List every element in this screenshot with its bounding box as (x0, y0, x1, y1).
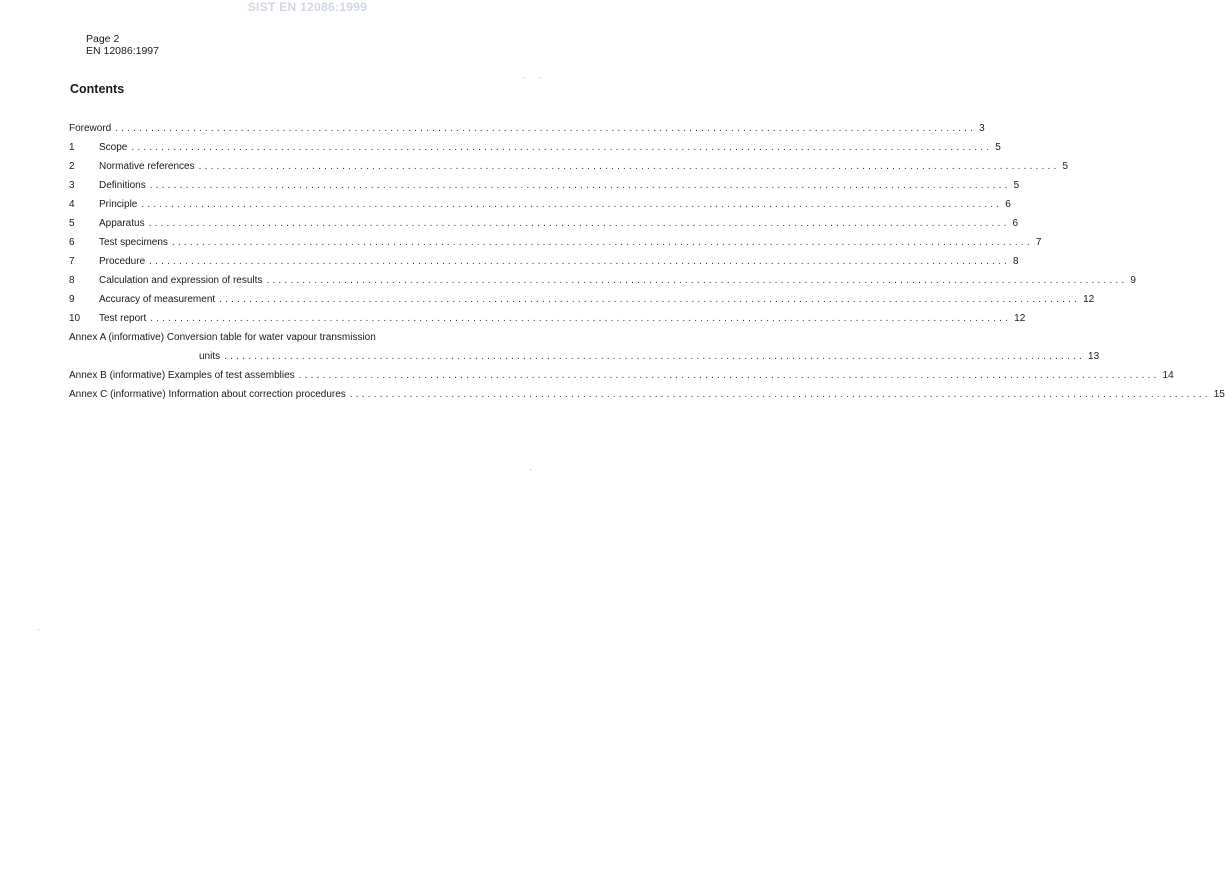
toc-leader-dots: ................................................................................................................................................ (349, 389, 1211, 400)
toc-entry-page: 13 (1088, 351, 1100, 362)
toc-leader-dots: ................................................................................................................................................ (131, 142, 993, 153)
toc-entry-test-specimens[interactable] (69, 235, 1042, 254)
toc-leader-dots: ................................................................................................................................................ (219, 294, 1081, 305)
toc-entry-foreword[interactable] (69, 121, 985, 140)
toc-entry-normative-references[interactable] (69, 159, 1069, 178)
toc-entry-page: 6 (1012, 218, 1019, 229)
toc-entry-title: Principle (99, 199, 138, 210)
toc-entry-title: Apparatus (99, 218, 145, 229)
toc-entry-number: 5 (69, 218, 75, 229)
toc-entry-number: 1 (69, 142, 75, 153)
toc-entry-title: Annex B (informative) Examples of test assemblies (69, 370, 295, 381)
toc-entry-page: 8 (1013, 256, 1019, 267)
toc-entry-annex-c[interactable] (69, 387, 1225, 406)
toc-entry-title: Annex A (informative) Conversion table for water vapour transmission (69, 332, 376, 343)
toc-entry-scope[interactable] (69, 140, 1001, 159)
toc-leader-dots: ................................................................................................................................................ (198, 161, 1060, 172)
toc-entry-page: 9 (1130, 275, 1136, 286)
toc-entry-procedure[interactable] (69, 254, 1019, 273)
toc-entry-number: 9 (69, 294, 75, 305)
toc-entry-title: Definitions (99, 180, 146, 191)
toc-entry-number: 7 (69, 256, 75, 267)
toc-entry-title: units (199, 351, 221, 362)
contents-heading: Contents (70, 82, 125, 96)
toc-entry-accuracy[interactable] (69, 292, 1095, 311)
toc-entry-title: Annex C (informative) Information about correction procedures (69, 389, 346, 400)
document-id: EN 12086:1997 (86, 45, 159, 57)
page-number: Page 2 (86, 33, 120, 45)
scan-speck (530, 469, 531, 470)
toc-entry-number: 4 (69, 199, 75, 210)
toc-entry-apparatus[interactable] (69, 216, 1019, 235)
toc-leader-dots: ................................................................................................................................................ (141, 199, 1003, 210)
toc-entry-number: 10 (69, 313, 81, 324)
toc-entry-definitions[interactable] (69, 178, 1020, 197)
toc-entry-title: Test report (99, 313, 147, 324)
toc-entry-annex-a-continued[interactable] (69, 349, 1100, 368)
page-header (86, 33, 159, 57)
toc-entry-title: Scope (99, 142, 128, 153)
toc-leader-dots: ................................................................................................................................................ (149, 256, 1011, 267)
toc-entry-calculation[interactable] (69, 273, 1136, 292)
scan-speck (523, 77, 524, 78)
toc-entry-principle[interactable] (69, 197, 1011, 216)
scan-speck (38, 629, 39, 630)
toc-entry-title: Test specimens (99, 237, 168, 248)
toc-entry-page: 3 (979, 123, 985, 134)
table-of-contents (69, 121, 1225, 406)
toc-leader-dots: ................................................................................................................................................ (266, 275, 1128, 286)
toc-entry-page: 5 (995, 142, 1001, 153)
toc-entry-title: Procedure (99, 256, 146, 267)
toc-entry-page: 6 (1005, 199, 1011, 210)
watermark: SIST EN 12086:1999 (247, 0, 368, 14)
toc-entry-number: 8 (69, 275, 75, 286)
toc-leader-dots: ................................................................................................................................................ (171, 237, 1033, 248)
toc-entry-page: 12 (1083, 294, 1095, 305)
toc-entry-annex-a[interactable] (69, 330, 560, 349)
toc-entry-title: Normative references (99, 161, 195, 172)
toc-entry-page: 5 (1013, 180, 1020, 191)
toc-entry-number: 2 (69, 161, 75, 172)
toc-leader-dots: ................................................................................................................................................ (224, 351, 1086, 362)
toc-entry-number: 3 (69, 180, 75, 191)
toc-entry-annex-b[interactable] (69, 368, 1174, 387)
toc-leader-dots: ................................................................................................................................................ (148, 218, 1010, 229)
scan-speck (540, 77, 541, 78)
toc-entry-test-report[interactable] (69, 311, 1026, 330)
toc-entry-page: 5 (1062, 161, 1069, 172)
toc-entry-page: 12 (1014, 313, 1026, 324)
toc-leader-dots: ................................................................................................................................................ (115, 123, 977, 134)
toc-leader-dots: ................................................................................................................................................ (150, 313, 1012, 324)
toc-entry-page: 7 (1035, 237, 1042, 248)
toc-entry-page: 14 (1162, 370, 1174, 381)
toc-entry-title: Accuracy of measurement (99, 294, 216, 305)
toc-leader-dots: ................................................................................................................................................ (149, 180, 1011, 191)
toc-entry-title: Calculation and expression of results (99, 275, 263, 286)
toc-entry-page: 15 (1213, 389, 1225, 400)
toc-leader-dots: ................................................................................................................................................ (298, 370, 1160, 381)
toc-entry-number: 6 (69, 237, 75, 248)
toc-entry-title: Foreword (69, 123, 112, 134)
